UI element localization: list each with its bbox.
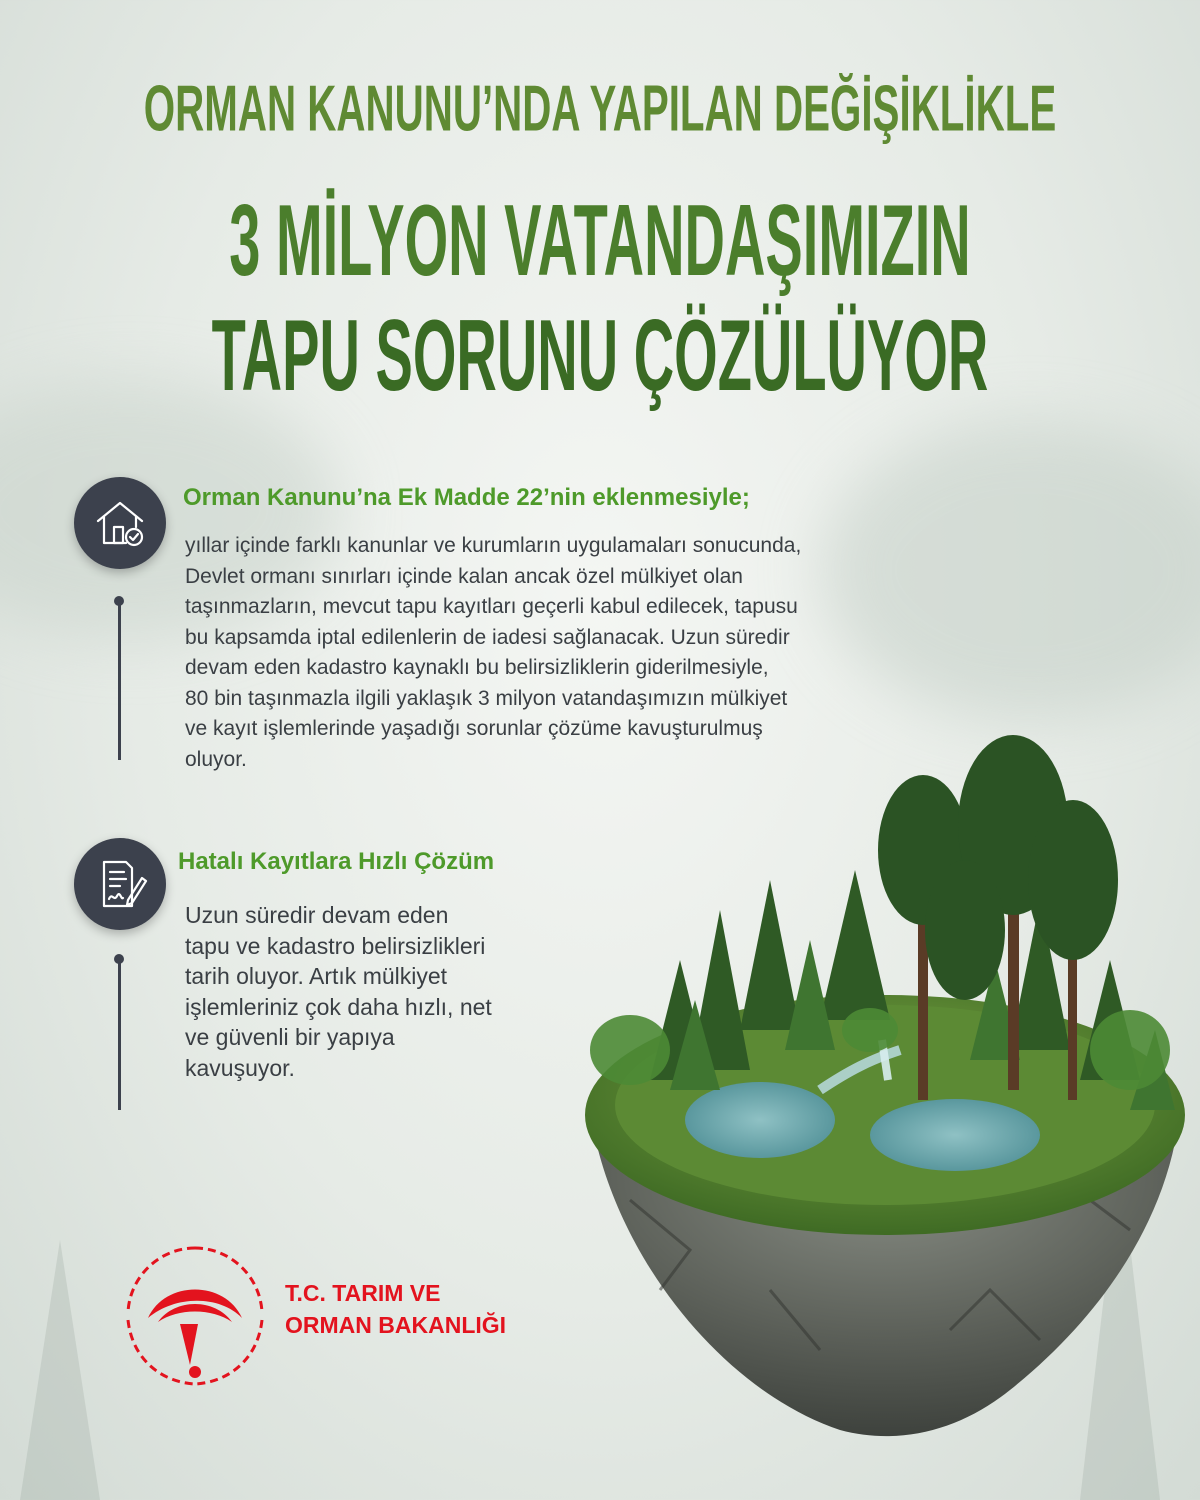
org-name-line-1: T.C. TARIM VE <box>285 1280 441 1306</box>
section-1-title: Orman Kanunu’na Ek Madde 22’nin eklenmesiyle; <box>183 484 750 511</box>
headline-line-1: ORMAN KANUNU’NDA YAPILAN DEĞİŞİKLİKLE <box>143 73 1057 146</box>
org-name-line-2: ORMAN BAKANLIĞI <box>285 1312 507 1338</box>
forest-island-illustration <box>570 730 1200 1450</box>
headline-line-2: 3 MİLYON VATANDAŞIMIZIN <box>229 183 971 297</box>
body-line: tapu ve kadastro belirsizlikleri <box>185 932 486 959</box>
body-line: devam eden kadastro kaynaklı bu belirsizliklerin giderilmesiyle, <box>185 656 769 679</box>
section-2-body <box>185 900 605 1083</box>
body-line: oluyor. <box>185 747 247 771</box>
body-line: taşınmazların, mevcut tapu kayıtları geçerli kabul edilecek, tapusu <box>185 595 798 618</box>
timeline-dot <box>114 596 124 606</box>
body-line: bu kapsamda iptal edilenlerin de iadesi sağlanacak. Uzun süredir <box>185 625 790 649</box>
document-signature-icon <box>74 838 166 930</box>
background-tree <box>20 1240 100 1500</box>
body-line: kavuşuyor. <box>185 1054 295 1081</box>
headline-line-3: TAPU SORUNU ÇÖZÜLÜYOR <box>211 298 989 412</box>
body-line: ve güvenli bir yapıya <box>185 1024 395 1050</box>
body-line: ve kayıt işlemlerinde yaşadığı sorunlar çözüme kavuşturulmuş <box>185 717 763 740</box>
ministry-emblem-icon <box>120 1240 270 1390</box>
body-line: Devlet ormanı sınırları içinde kalan ancak özel mülkiyet olan <box>185 564 743 588</box>
timeline-line <box>118 598 121 760</box>
timeline-line <box>118 958 121 1110</box>
section-2-title: Hatalı Kayıtlara Hızlı Çözüm <box>178 848 495 875</box>
body-line: işlemleriniz çok daha hızlı, net <box>185 993 492 1020</box>
body-line: yıllar içinde farklı kanunlar ve kurumların uygulamaları sonucunda, <box>185 534 802 557</box>
house-check-icon <box>74 477 166 569</box>
body-line: tarih oluyor. Artık mülkiyet <box>185 963 448 989</box>
timeline-dot <box>114 954 124 964</box>
body-line: 80 bin taşınmazla ilgili yaklaşık 3 milyon vatandaşımızın mülkiyet <box>185 686 788 710</box>
body-line: Uzun süredir devam eden <box>185 902 449 928</box>
